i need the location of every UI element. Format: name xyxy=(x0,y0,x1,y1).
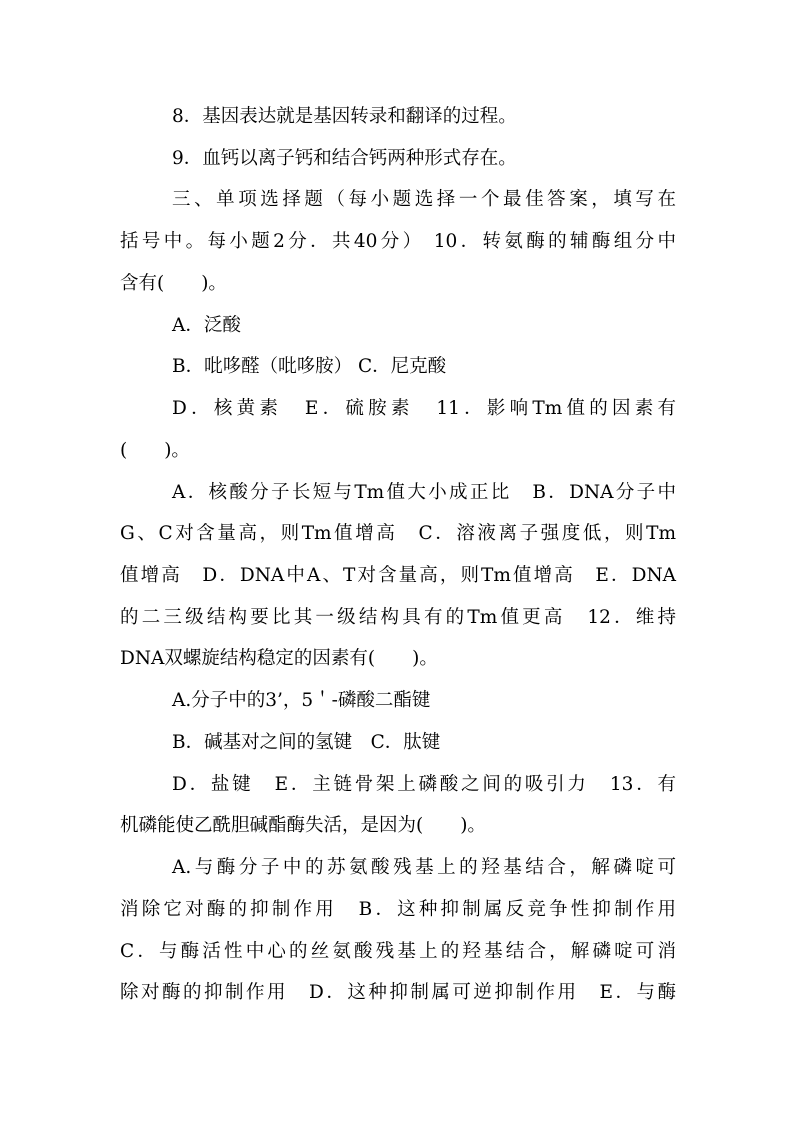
text-line: 8．基因表达就是基因转录和翻译的过程。 xyxy=(172,106,517,127)
text-line: 三、单项选择题（每小题选择一个最佳答案，填写在 xyxy=(172,189,676,210)
text-line: 除对酶的抑制作用 D．这种抑制属可逆抑制作用 E．与酶 xyxy=(120,982,676,1003)
text-line: D．盐键 E．主链骨架上磷酸之间的吸引力 13．有 xyxy=(172,774,676,795)
text-line: 含有( )。 xyxy=(120,273,227,294)
text-line: B．吡哆醛（吡哆胺） C．尼克酸 xyxy=(172,356,447,377)
text-line: G、C对含量高，则Tm值增高 C．溶液离子强度低，则Tm xyxy=(120,523,676,544)
text-line: 消除它对酶的抑制作用 B．这种抑制属反竞争性抑制作用 xyxy=(120,899,676,920)
text-line: 机磷能使乙酰胆碱酯酶失活，是因为( )。 xyxy=(120,815,486,836)
text-line: D．核黄素 E．硫胺素 11．影响Tm值的因素有 xyxy=(172,398,676,419)
text-line: A．核酸分子长短与Tm值大小成正比 B．DNA分子中 xyxy=(172,482,676,503)
text-line: B．碱基对之间的氢键 C．肽键 xyxy=(172,732,441,753)
text-line: 的二三级结构要比其一级结构具有的Tm值更高 12．维持 xyxy=(120,607,676,628)
text-line: A.与酶分子中的苏氨酸残基上的羟基结合，解磷啶可 xyxy=(172,857,676,878)
text-line: 括号中。每小题2分．共40分） 10．转氨酶的辅酶组分中 xyxy=(120,231,676,252)
text-line: C．与酶活性中心的丝氨酸残基上的羟基结合，解磷啶可消 xyxy=(120,941,676,962)
text-line: A．泛酸 xyxy=(172,315,241,336)
text-line: DNA双螺旋结构稳定的因素有( )。 xyxy=(120,648,438,669)
text-line: ( )。 xyxy=(120,440,190,461)
text-line: A.分子中的3’，5＇-磷酸二酯键 xyxy=(172,690,431,711)
text-line: 值增高 D．DNA中A、T对含量高，则Tm值增高 E．DNA xyxy=(120,565,676,586)
text-line: 9．血钙以离子钙和结合钙两种形式存在。 xyxy=(172,148,517,169)
